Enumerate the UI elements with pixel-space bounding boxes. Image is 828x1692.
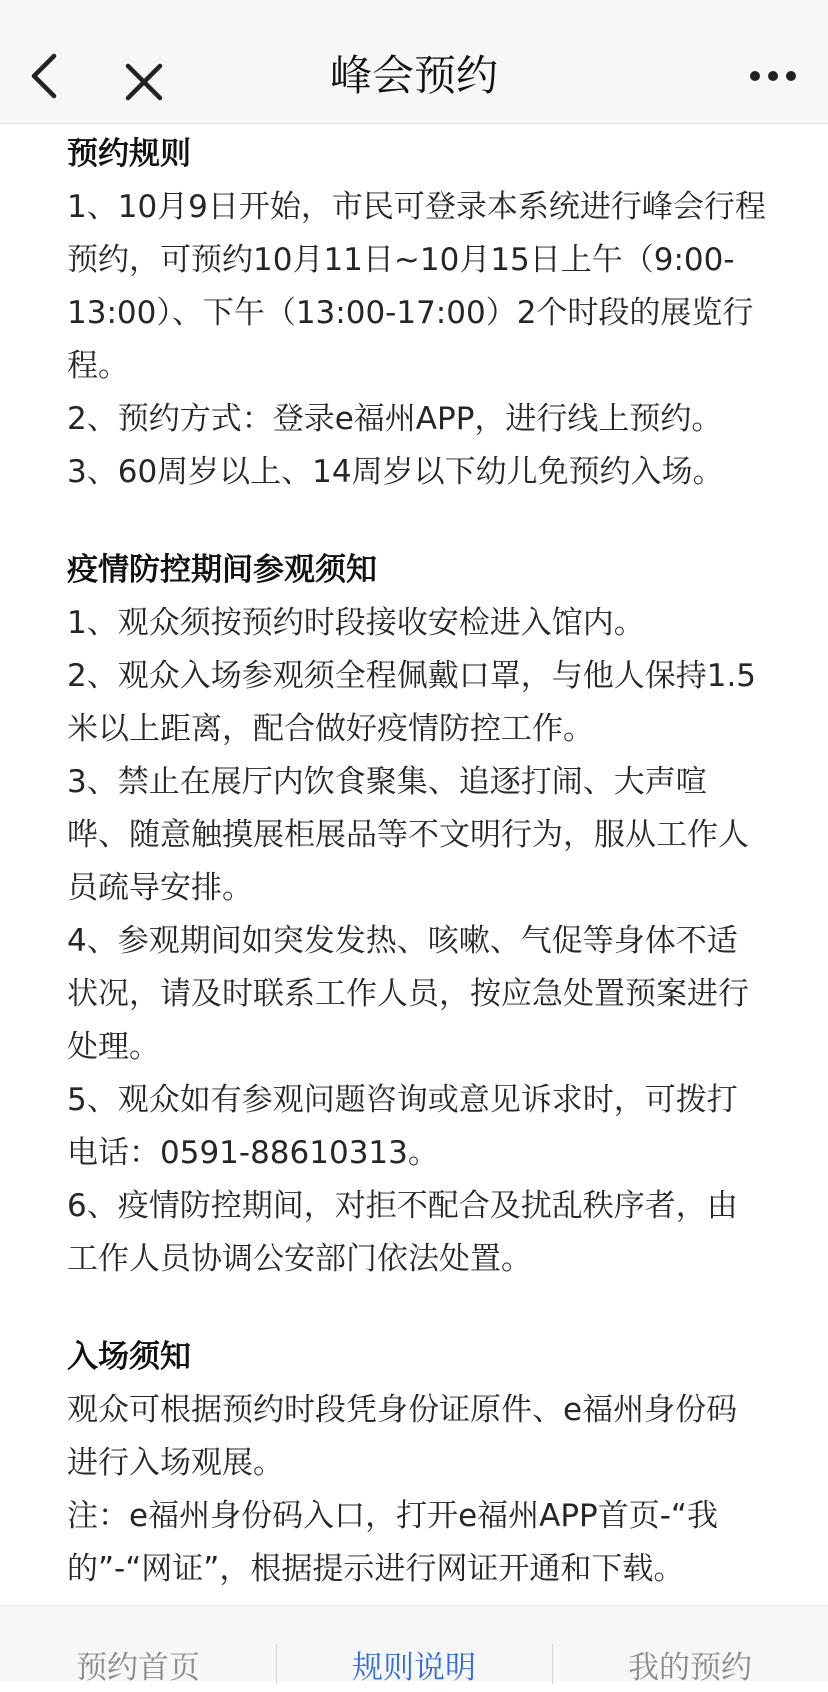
booking-rule-1: 1、10月9日开始，市民可登录本系统进行峰会行程预约，可预约10月11日~10月15日上午（9:00-13:00）、下午（13:00-17:00）2个时段的展览行程。 [67, 189, 766, 384]
epidemic-rule-1: 1、观众须按预约时段接收安检进入馆内。 [67, 605, 645, 641]
close-icon[interactable] [118, 56, 170, 108]
top-navbar [0, 0, 828, 124]
page-title: 峰会预约 [329, 51, 498, 100]
section-title-booking-rules: 预约规则 [67, 136, 191, 172]
bottom-tab-bar [0, 1605, 828, 1686]
entry-rule-note: 注：e福州身份码入口，打开e福州APP首页-“我的”-“网证”，根据提示进行网证开通和下载。 [67, 1498, 718, 1587]
rules-content [67, 128, 767, 1596]
back-icon[interactable] [26, 48, 66, 104]
tab-booking-home[interactable]: 预约首页 [76, 1650, 200, 1686]
entry-rule-1: 观众可根据预约时段凭身份证原件、e福州身份码进行入场观展。 [67, 1392, 738, 1481]
section-title-epidemic-notice: 疫情防控期间参观须知 [67, 552, 377, 588]
section-gap [67, 1286, 767, 1331]
tab-rules[interactable]: 规则说明 [352, 1650, 476, 1686]
epidemic-rule-4: 4、参观期间如突发发热、咳嗽、气促等身体不适状况，请及时联系工作人员，按应急处置预案进行处理。 [67, 923, 749, 1065]
booking-rule-2: 2、预约方式：登录e福州APP，进行线上预约。 [67, 401, 723, 437]
booking-rule-3: 3、60周岁以上、14周岁以下幼儿免预约入场。 [67, 454, 724, 490]
epidemic-rule-5: 5、观众如有参观问题咨询或意见诉求时，可拨打电话：0591-88610313。 [67, 1082, 738, 1171]
epidemic-rule-3: 3、禁止在展厅内饮食聚集、追逐打闹、大声喧哗、随意触摸展柜展品等不文明行为，服从工作人员疏导安排。 [67, 764, 749, 906]
epidemic-rule-6: 6、疫情防控期间，对拒不配合及扰乱秩序者，由工作人员协调公安部门依法处置。 [67, 1188, 738, 1277]
more-options-icon[interactable] [748, 64, 798, 88]
section-gap [67, 499, 767, 544]
tab-my-booking[interactable]: 我的预约 [628, 1650, 752, 1686]
section-title-entry-notice: 入场须知 [67, 1339, 191, 1375]
epidemic-rule-2: 2、观众入场参观须全程佩戴口罩，与他人保持1.5米以上距离，配合做好疫情防控工作。 [67, 658, 757, 747]
